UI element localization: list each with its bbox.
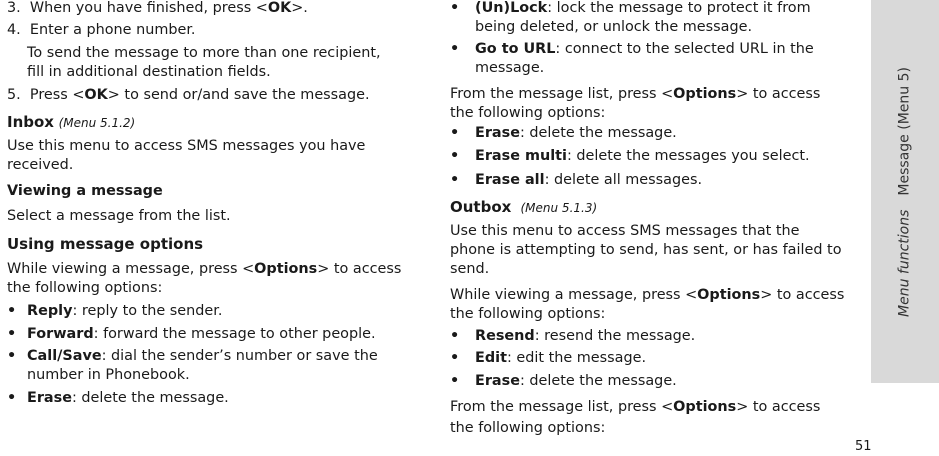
outbox-desc-line-3: send.	[450, 261, 490, 277]
step-4-note-line-1: To send the message to more than one recipient,	[27, 45, 381, 61]
viewing-heading: Viewing a message	[7, 183, 163, 199]
inbox-desc-line-2: received.	[7, 157, 74, 173]
option-forward: • Forward: forward the message to other people.	[7, 326, 376, 342]
list-intro2-line-2: the following options:	[450, 420, 606, 436]
option-unlock-line-2: being deleted, or unlock the message.	[475, 19, 753, 35]
option-go-to-url: • Go to URL: connect to the selected URL in the	[450, 41, 814, 57]
list-intro-line-2: the following options:	[450, 105, 606, 121]
step-4: 4. Enter a phone number.	[7, 22, 196, 38]
side-tab-section: Menu functions	[896, 209, 913, 317]
step-4-note-line-2: fill in additional destination fields.	[27, 64, 271, 80]
step-5: 5. Press <OK> to send or/and save the message.	[7, 87, 370, 103]
list-option-erase: • Erase: delete the message.	[450, 125, 677, 141]
inbox-heading: Inbox (Menu 5.1.2)	[7, 113, 136, 131]
page-number: 51	[855, 439, 872, 454]
inbox-desc-line-1: Use this menu to access SMS messages you have	[7, 138, 366, 154]
list-intro2-line-1: From the message list, press <Options> to access	[450, 399, 821, 415]
side-tab-label	[896, 67, 915, 317]
side-tab-subsection: Message (Menu 5)	[896, 66, 913, 196]
using-options-desc-line-2: the following options:	[7, 280, 163, 296]
option-go-to-url-line-2: message.	[475, 60, 545, 76]
view-intro-line-2: the following options:	[450, 306, 606, 322]
view-option-edit: • Edit: edit the message.	[450, 350, 647, 366]
outbox-desc-line-1: Use this menu to access SMS messages that the	[450, 223, 800, 239]
list-intro-line-1: From the message list, press <Options> to access	[450, 86, 821, 102]
option-call-save: • Call/Save: dial the sender’s number or save the	[7, 348, 378, 364]
outbox-heading: Outbox (Menu 5.1.3)	[450, 198, 598, 216]
option-unlock: • (Un)Lock: lock the message to protect it from	[450, 0, 811, 16]
view-option-resend: • Resend: resend the message.	[450, 328, 696, 344]
view-option-erase: • Erase: delete the message.	[450, 373, 677, 389]
using-options-heading: Using message options	[7, 235, 204, 253]
option-erase: • Erase: delete the message.	[7, 390, 229, 406]
option-reply: • Reply: reply to the sender.	[7, 303, 223, 319]
section-side-tab	[871, 0, 939, 383]
option-call-save-line-2: number in Phonebook.	[27, 367, 190, 383]
view-intro-line-1: While viewing a message, press <Options> to access	[450, 287, 845, 303]
step-3: 3. When you have finished, press <OK>.	[7, 0, 308, 16]
list-option-erase-multi: • Erase multi: delete the messages you select.	[450, 148, 810, 164]
list-option-erase-all: • Erase all: delete all messages.	[450, 172, 703, 188]
using-options-desc-line-1: While viewing a message, press <Options> to access	[7, 261, 402, 277]
outbox-desc-line-2: phone is attempting to send, has sent, or has failed to	[450, 242, 842, 258]
viewing-desc: Select a message from the list.	[7, 208, 231, 224]
